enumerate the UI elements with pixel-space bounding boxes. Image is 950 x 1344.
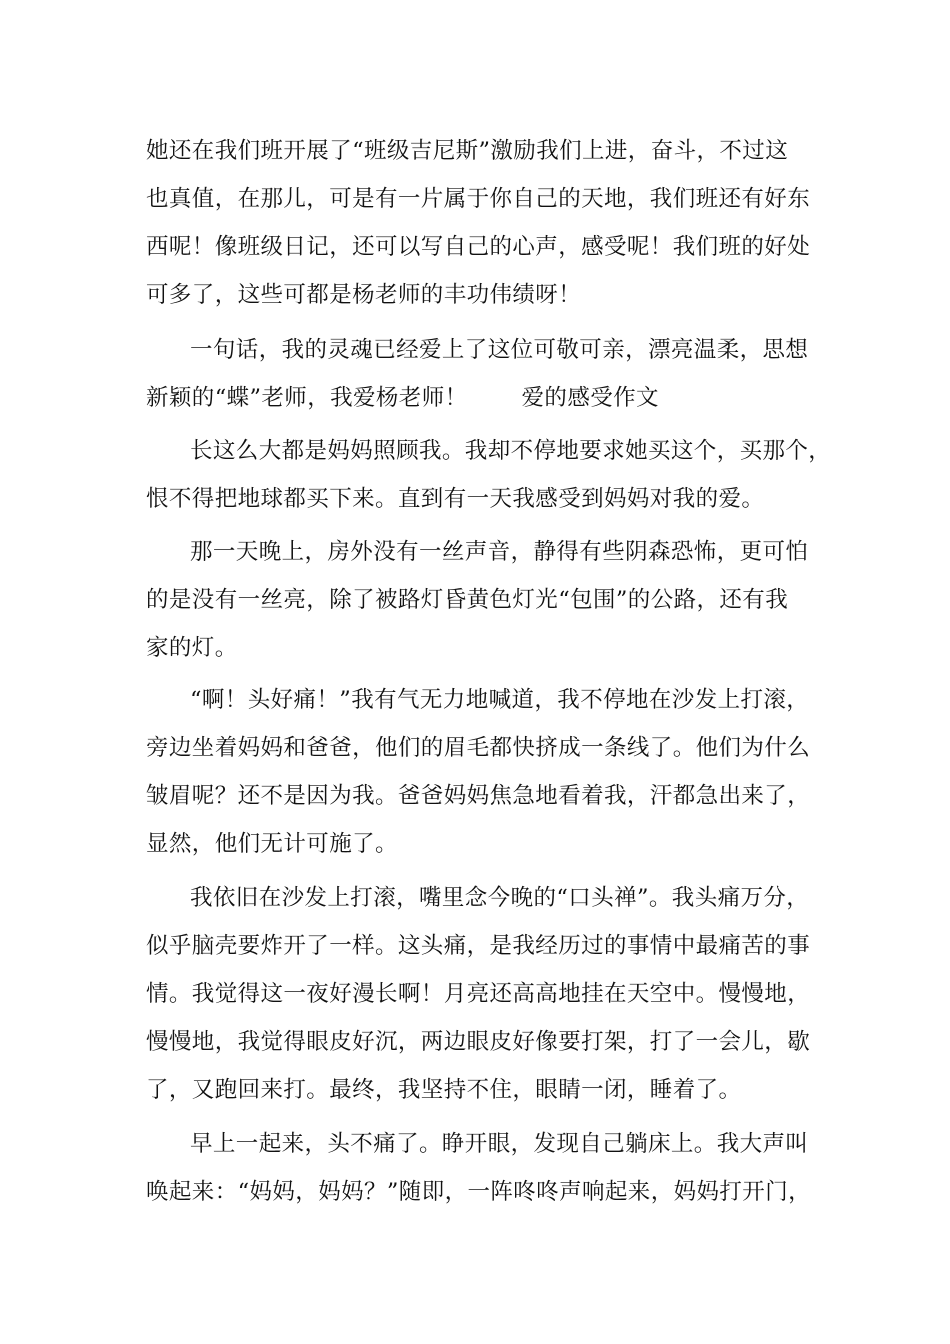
text-line: 也真值，在那儿，可是有一片属于你自己的天地，我们班还有好东 (146, 186, 811, 212)
section-title: 爱的感受作文 (521, 385, 659, 411)
text-line: 了，又跑回来打。最终，我坚持不住，眼睛一闭，睡着了。 (146, 1077, 742, 1103)
text-line: 她还在我们班开展了“班级吉尼斯”激励我们上进，奋斗，不过这 (146, 138, 789, 164)
text-line: 显然，他们无计可施了。 (146, 831, 398, 857)
text-line: 早上一起来，头不痛了。睁开眼，发现自己躺床上。我大声叫 (190, 1131, 809, 1157)
text-line: 情。我觉得这一夜好漫长啊！月亮还高高地挂在天空中。慢慢地， (146, 981, 811, 1007)
text-line: 家的灯。 (146, 635, 238, 661)
text-line: 的是没有一丝亮，除了被路灯昏黄色灯光“包围”的公路，还有我 (146, 587, 789, 613)
text-line: 唤起来：“妈妈，妈妈？”随即，一阵咚咚声响起来，妈妈打开门， (146, 1179, 812, 1205)
text-line: 旁边坐着妈妈和爸爸，他们的眉毛都快挤成一条线了。他们为什么 (146, 735, 811, 761)
text-line: 似乎脑壳要炸开了一样。这头痛，是我经历过的事情中最痛苦的事 (146, 933, 811, 959)
text-line: 可多了，这些可都是杨老师的丰功伟绩呀！ (146, 282, 582, 308)
text-line: 皱眉呢？还不是因为我。爸爸妈妈焦急地看着我，汗都急出来了， (146, 783, 811, 809)
text-line: 长这么大都是妈妈照顾我。我却不停地要求她买这个，买那个， (190, 438, 832, 464)
text-line: 我依旧在沙发上打滚，嘴里念今晚的“口头禅”。我头痛万分， (190, 885, 810, 911)
text-line: 西呢！像班级日记，还可以写自己的心声，感受呢！我们班的好处 (146, 234, 811, 260)
text-line-content: 新颖的“蝶”老师，我爱杨老师！ (146, 385, 468, 411)
text-line (146, 382, 816, 414)
text-line: 那一天晚上，房外没有一丝声音，静得有些阴森恐怖，更可怕 (190, 539, 809, 565)
text-line: 慢慢地，我觉得眼皮好沉，两边眼皮好像要打架，打了一会儿，歇 (146, 1029, 811, 1055)
text-line: “啊！头好痛！”我有气无力地喊道，我不停地在沙发上打滚， (190, 687, 810, 713)
text-line: 恨不得把地球都买下来。直到有一天我感受到妈妈对我的爱。 (146, 486, 765, 512)
text-line: 一句话，我的灵魂已经爱上了这位可敬可亲，漂亮温柔，思想 (190, 337, 809, 363)
